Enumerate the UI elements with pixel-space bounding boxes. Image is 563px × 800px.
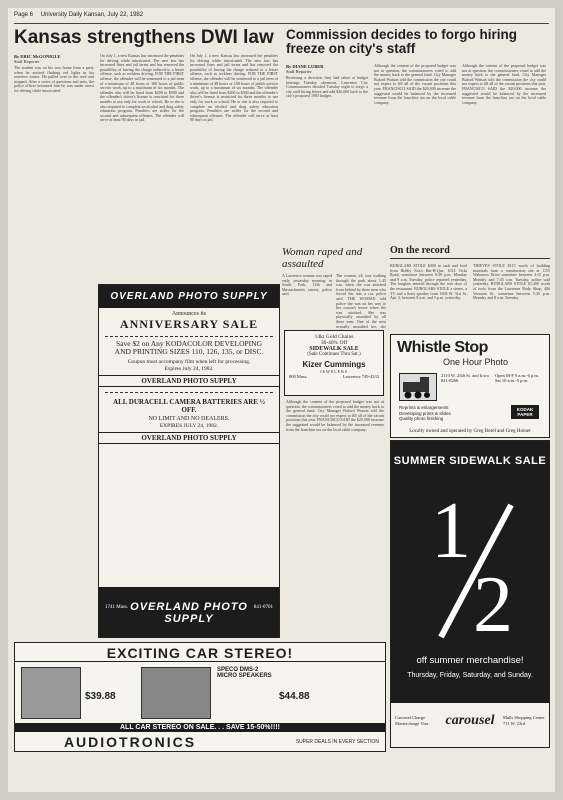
summer-sidewalk-sale-ad — [390, 440, 550, 748]
fraction-denominator: 2 — [473, 561, 513, 649]
photo-announces: Announces its — [171, 311, 207, 317]
whistle-bullet-2: Developing prints & slides — [399, 410, 451, 416]
commission-column-1 — [286, 64, 368, 250]
stereo-sale-banner: ALL CAR STEREO ON SALE. . . SAVE 15-50%!!!! — [15, 723, 385, 732]
carousel-logo-text: carousel — [445, 713, 495, 728]
photo-coupon-note: Coupon must accompany film when left for processing. — [127, 359, 251, 365]
dwi-headline: Kansas strengthens DWI law — [14, 27, 274, 48]
audiotronics-ad — [14, 642, 386, 752]
commission-story — [282, 24, 550, 252]
carousel-location: Malls Shopping Center 711 W. 23rd — [503, 715, 545, 726]
whistle-stop-bullets — [399, 405, 499, 422]
photo-anniversary: ANNIVERSARY SALE — [119, 317, 259, 331]
summer-title: SUMMER SIDEWALK SALE — [393, 455, 547, 467]
on-record-heading: On the record — [390, 246, 550, 259]
stereo-price-1: $39.88 — [85, 691, 116, 702]
whistle-stop-hours-saturday: Sat 10 a.m.-5 p.m. — [495, 378, 529, 383]
filler-column-continuation: Although the content of the proposed budget was not at question, the commissioners voted to add the money back to the general fund. City Manager Buford Watson told the commission the city could not expect to fill all of the vacant positions this year. FRANCISCO SAID the $20,000 increase the suggested would be balanced by the increased revenue from the franchise tax on the local cable company. — [286, 399, 384, 432]
stereo-unit-image — [21, 667, 81, 719]
whistle-stop-name: Whistle Stop — [397, 339, 488, 356]
kizer-phone: Lawrence 749-4333 — [342, 374, 379, 379]
kizer-tag: JEWELERS — [320, 369, 348, 374]
stereo-model: SPECO DMS-2 MICRO SPEAKERS — [217, 667, 272, 679]
woman-story — [282, 246, 386, 328]
commission-column-3: Although the content of the proposed budget was not at question, the commissioners voted to add the money back to the general fund. City Manager Buford Watson told the commission the city could not expect to fill all of the vacant positions this year. FRANCISCO SAID the $20,000 increase the suggested would be balanced by the increased revenue from the franchise tax on the local cable company. — [462, 63, 546, 105]
summer-off-text: off summer merchandise! — [416, 655, 524, 666]
dwi-headline-box — [14, 28, 278, 52]
kizer-chains: 14kt Gold Chains — [314, 334, 354, 340]
whistle-stop-phone: 841-8266 — [441, 378, 459, 383]
whistle-stop-ad — [390, 334, 550, 438]
dwi-column-1 — [14, 54, 94, 306]
kizer-sidewalk: SIDEWALK SALE — [309, 346, 359, 352]
whistle-stop-service: One Hour Photo — [443, 357, 509, 367]
commission-byline: By DIANE LUBER — [286, 64, 324, 69]
stereo-footer: SUPER DEALS IN EVERY SECTION — [295, 739, 379, 745]
kizer-contact — [285, 374, 383, 379]
on-the-record — [390, 246, 550, 332]
stereo-price-2: $44.88 — [279, 691, 310, 702]
photo-phone: 841-0701 — [253, 605, 273, 610]
kizer-discount: 30-40% Off — [320, 340, 348, 346]
dwi-column-3: On July 1, a new Kansas law increased the penalties for driving while intoxicated. The new law has increased fines and jail terms and has removed the possibility of having the charge reduced to a lesser offense, such as reckless driving. FOR THE FIRST offense, the offender will be sentenced to a jail term of a minimum of 48 hours or 100 hours of public service work, up to a maximum of six months. The offender also will be fined from $200 to $500 and the offender's driver's license is restricted for three months to use only for work or school. He or she is also required to complete an alcohol and drug safety education program. Penalties are stiffer for the second and subsequent offenses. The offender will serve at least 90 days in jail. — [190, 53, 278, 123]
photo-limit: NO LIMIT AND NO DEALERS. — [148, 416, 230, 422]
photo-footer-name: OVERLAND PHOTO SUPPLY — [130, 601, 248, 625]
woman-headline: Woman raped and assaulted — [282, 246, 363, 270]
woman-column-2: The woman, 24, was walking through the park about 1:45 a.m. when she was attacked from behind by three men who forced her into a car, police said. THE WOMAN told police she was on her way to her cousin's house when she was attacked. She was physically assaulted by all three men. One of the men sexually assaulted her, she — [336, 273, 386, 329]
photo-expires-1: Expires July 24, 1982. — [164, 366, 214, 372]
photo-batteries: ALL DURACELL CAMERA BATTERIES ARE ½ OFF. — [113, 398, 265, 414]
photo-offer: Save $2 on Any KODACOLOR DEVELOPING AND PRINTING SIZES 110, 126, 135, or DISC. — [114, 339, 264, 356]
kizer-address: 800 Mass. — [289, 374, 308, 379]
whistle-stop-address: 2110 W. 25th St. and Iowa — [441, 373, 489, 378]
whistle-bullet-3: Quality photo finishing — [399, 416, 444, 421]
photo-supply-ad — [98, 284, 280, 638]
on-record-column-2: THIEVES STOLE $115 worth of building materials from a construction site at 1155 Wakarusa Drive sometime between 4:15 p.m. Monday and 7:45 a.m. Tuesday, police said yesterday. BURGLARS STOLE $1,400 worth of tools from the Lawrence Body Shop, 406 Vermont St., sometime between 5:30 p.m. Monday and 8 a.m. Tuesday. — [473, 263, 550, 301]
speaker-image — [141, 667, 211, 719]
train-engine-icon — [399, 373, 437, 401]
dwi-byline: By ERIC McGONIGLE — [14, 54, 61, 59]
photo-name-line-2: OVERLAND PHOTO SUPPLY — [99, 432, 279, 444]
fraction-numerator: 1 — [431, 487, 471, 575]
commission-lead: Reversing a direction they had taken at budget hearings Tuesday afternoon, Lawrence City Commissioners decided Tuesday night to forgo a city staff hiring freeze and add $26,000 back to the city's proposed 1983 budget. — [286, 75, 368, 99]
kizer-store-name: Kizer Cummings — [302, 360, 366, 369]
photo-expires-2: EXPIRES JULY 24, 1982. — [159, 423, 219, 429]
commission-role: Staff Reporter — [286, 69, 312, 74]
photo-name-line-1: OVERLAND PHOTO SUPPLY — [99, 375, 279, 387]
whistle-stop-owners: Locally owned and operated by Greg Borel and Greg Hoiner — [409, 429, 531, 434]
dwi-role: Staff Reporter — [14, 59, 40, 64]
whistle-bullet-1: Reprints & enlargements — [399, 405, 449, 410]
woman-column-1 — [282, 274, 332, 328]
paper-name: University Daily Kansan, July 22, 1982 — [40, 12, 144, 18]
on-record-column-1: BURGLARS STOLE $400 in cash and food from Bobby Sox's Bar-B-Que, 1014 Vicki Road, sometime between 8:30 p.m. Monday and 9 a.m. Tuesday, police reported yesterday. The burglars entered through the rear door of the restaurant. BURGLARS STOLE a stereo, a TV and a Sony speaker from 1604 W. 31st St. Apt. 3, between 8 a.m. and 5 p.m. yesterday. — [390, 263, 467, 301]
kodak-paper-badge: KODAK PAPER — [511, 405, 539, 419]
carousel-charges: Carousel Charge Mastercharge Visa — [395, 715, 429, 726]
newspaper-page — [8, 8, 555, 792]
dwi-column-2: On July 1, a new Kansas law increased the penalties for driving while intoxicated. The new law has increased fines and jail terms and has removed the possibility of having the charge reduced to a lesser offense, such as reckless driving. FOR THE FIRST offense, the offender will be sentenced to a jail term of a minimum of 48 hours or 100 hours of public service work, up to a maximum of six months. The offender also will be fined from $200 to $500 and the offender's driver's license is restricted for three months to use only for work or school. He or she is also required to complete an alcohol and drug safety education program. Penalties are stiffer for the second and subsequent offenses. The offender will serve at least 90 days in jail. — [100, 53, 184, 123]
page-number: Page 6 — [14, 12, 34, 18]
photo-banner: OVERLAND PHOTO SUPPLY — [99, 285, 279, 308]
whistle-stop-hours — [495, 373, 547, 383]
dwi-lead: The student was on his way home from a party when he noticed flashing red lights in his rearview mirror. He pulled over to the curb and stopped. After a series of questions and tests, the police officer informed him he was under arrest for driving while intoxicated. — [14, 65, 94, 93]
summer-days: Thursday, Friday, Saturday, and Sunday. — [407, 672, 533, 679]
photo-address: 1741 Mass. — [105, 605, 129, 610]
commission-column-2: Although the content of the proposed budget was not at question, the commissioners voted to add the money back to the general fund. City Manager Buford Watson told the commission the city could not expect to fill all of the vacant positions this year. FRANCISCO SAID the $20,000 increase the suggested would be balanced by the increased revenue from the franchise tax on the local cable company. — [374, 63, 456, 105]
stereo-title: EXCITING CAR STEREO! — [15, 643, 385, 662]
kizer-continues: (Sale Continues Thru Sat.) — [307, 352, 361, 357]
whistle-stop-address-box — [441, 373, 489, 383]
kizer-cummings-ad — [284, 330, 384, 396]
photo-footer — [99, 587, 279, 637]
audiotronics-logo-text: AUDIOTRONICS — [63, 734, 197, 750]
whistle-stop-hours-weekday: Open M-F 9 a.m.-6 p.m. — [495, 373, 539, 378]
commission-headline: Commission decides to forgo hiring freeze on city's staff — [286, 27, 518, 56]
carousel-footer — [391, 703, 549, 747]
page-folio — [14, 12, 549, 24]
woman-lead: A Lawrence woman was raped early yesterday morning in South Park, 12th and Massachusetts streets, police said. — [282, 273, 332, 297]
